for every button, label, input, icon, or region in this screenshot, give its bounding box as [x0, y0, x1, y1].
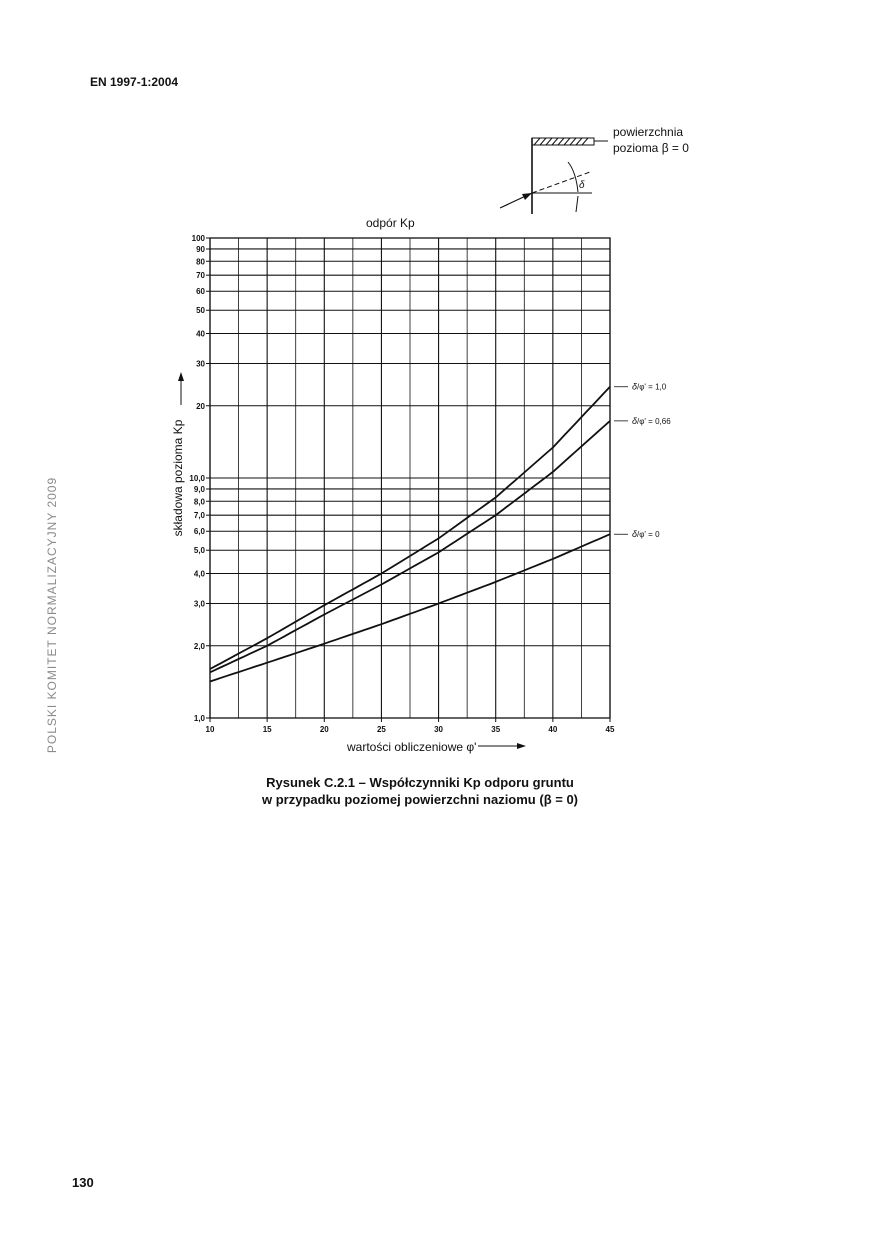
series-label-1: δ/φ' = 0,66 [632, 415, 671, 426]
y-tick-label: 2,0 [193, 641, 205, 651]
y-tick-label: 9,0 [193, 484, 205, 494]
y-axis-arrow-head [178, 372, 184, 381]
x-tick-label: 20 [319, 725, 329, 734]
y-tick-label: 80 [196, 257, 205, 267]
grid [206, 238, 610, 722]
inset-angle-symbol: δ [579, 180, 585, 191]
x-axis-label: wartości obliczeniowe φ' [347, 740, 477, 754]
x-axis-arrow-head [517, 743, 526, 749]
y-tick-label: 60 [196, 287, 205, 297]
y-tick-label: 90 [196, 244, 205, 254]
inset-surface-label-2: pozioma β = 0 [613, 141, 689, 155]
y-tick-label: 7,0 [193, 511, 205, 521]
axis-arrows [178, 372, 526, 749]
y-tick-label: 50 [196, 306, 205, 316]
series-label-0: δ/φ' = 1,0 [632, 381, 667, 392]
figure-caption-line-2: w przypadku poziomej powierzchni naziomu (β = 0) [262, 792, 578, 807]
dashed-force-line [532, 172, 590, 193]
y-tick-label: 10,0 [189, 474, 205, 483]
tick-labels [189, 234, 615, 734]
series-label-2: δ/φ' = 0 [632, 529, 660, 540]
force-arrow-head [522, 193, 532, 200]
x-tick-label: 45 [605, 725, 615, 734]
x-tick-label: 25 [376, 725, 386, 734]
y-axis-label: składowa pozioma Kp [171, 419, 185, 537]
y-tick-label: 6,0 [193, 527, 205, 537]
y-tick-label: 40 [196, 329, 205, 339]
x-tick-label: 40 [548, 725, 558, 734]
angle-arc [568, 162, 578, 192]
page-number: 130 [72, 1175, 94, 1190]
watermark: POLSKI KOMITET NORMALIZACYJNY 2009 [45, 476, 59, 754]
y-tick-label: 100 [191, 234, 205, 243]
y-tick-label: 20 [196, 401, 205, 411]
x-tick-label: 30 [434, 725, 444, 734]
wall-inset-diagram [500, 138, 608, 214]
y-tick-label: 3,0 [193, 599, 205, 609]
y-tick-label: 5,0 [193, 546, 205, 556]
y-tick-label: 70 [196, 271, 205, 281]
figure-caption-line-1: Rysunek C.2.1 – Współczynniki Kp odporu gruntu [266, 775, 574, 790]
x-tick-label: 10 [205, 725, 215, 734]
document-header: EN 1997-1:2004 [90, 75, 179, 89]
y-tick-label: 4,0 [193, 569, 205, 579]
inset-surface-label-1: powierzchnia [613, 125, 684, 139]
angle-tick [576, 196, 578, 212]
y-tick-label: 1,0 [193, 714, 205, 723]
x-tick-label: 15 [262, 725, 272, 734]
y-tick-label: 8,0 [193, 497, 205, 507]
y-tick-label: 30 [196, 359, 205, 369]
x-tick-label: 35 [491, 725, 501, 734]
series-labels [614, 382, 671, 539]
chart-title: odpór Kp [366, 216, 415, 230]
